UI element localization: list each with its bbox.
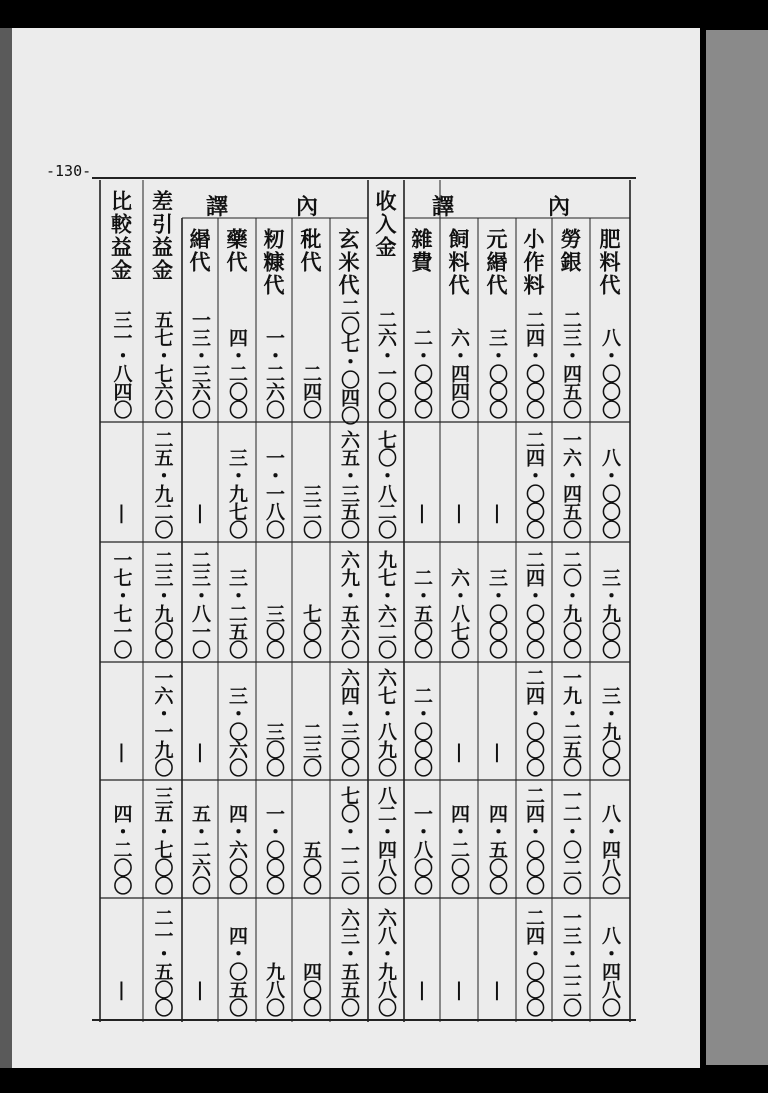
table-cell: 六四・三〇〇 (338, 668, 360, 776)
table-cell: 二・〇〇〇 (411, 686, 433, 776)
table-cell: 六・四四〇 (448, 328, 470, 418)
column-header: 差引益金 (149, 190, 175, 282)
table-cell: | (110, 502, 133, 523)
table-cell: 二三・四五〇 (560, 310, 582, 418)
table-cell: 三・〇〇〇 (486, 328, 508, 418)
column-header: 比較益金 (108, 190, 134, 282)
column-header: 元緡代 (484, 228, 509, 297)
table-cell: 二四・〇〇〇 (523, 908, 545, 1016)
table-cell: 三一・八四〇 (110, 310, 133, 418)
table-cell: 一・二六〇 (263, 328, 285, 418)
column-header: 飼料代 (446, 228, 471, 297)
page-number: -130- (46, 162, 92, 180)
table-cell: 六三・五五〇 (338, 908, 360, 1016)
table-cell: 一・一八〇 (263, 448, 285, 538)
table-cell: 六・八七〇 (448, 568, 470, 658)
table-cell: 二〇・九〇〇 (560, 550, 582, 658)
table-cell: 一三・三六〇 (189, 310, 211, 418)
table-cell: 三〇〇 (263, 722, 285, 776)
table-cell: | (411, 502, 433, 523)
table-cell: | (189, 741, 211, 762)
table-cell: 六八・九八〇 (375, 908, 397, 1016)
table-cell: 七〇・一二〇 (338, 786, 360, 894)
column-header: 勞銀 (558, 228, 583, 274)
table-cell: 二三〇 (300, 722, 322, 776)
table-cell: 四・〇五〇 (226, 926, 248, 1016)
table-cell: 八・〇〇〇 (599, 448, 621, 538)
table-cell: 八・四八〇 (599, 804, 621, 894)
column-header: 籾糠代 (261, 228, 286, 297)
table-cell: 四・二〇〇 (226, 328, 248, 418)
table-cell: 一六・一九〇 (151, 668, 174, 776)
table-cell: 三〇〇 (263, 604, 285, 658)
table-cell: | (448, 502, 470, 523)
table-cell: 一九・二五〇 (560, 668, 582, 776)
table-cell: 二四・〇〇〇 (523, 668, 545, 776)
table-cell: | (448, 741, 470, 762)
table-cell: 八二・四八〇 (375, 786, 397, 894)
table-cell: 六九・五六〇 (338, 550, 360, 658)
column-header: 肥料代 (597, 228, 622, 297)
table-cell: 二四・〇〇〇 (523, 550, 545, 658)
table-cell: | (189, 502, 211, 523)
table-cell: 二・〇〇〇 (411, 328, 433, 418)
table-cell: | (110, 741, 133, 762)
column-header: 雜費 (409, 228, 434, 274)
table-cell: | (411, 979, 433, 1000)
table-cell: 三・〇六〇 (226, 686, 248, 776)
table-cell: 一・〇〇〇 (263, 804, 285, 894)
table-cell: 六五・三五〇 (338, 430, 360, 538)
table-cell: 八・〇〇〇 (599, 328, 621, 418)
column-header: 緡代 (187, 228, 212, 274)
table-cell: 二一・五〇〇 (151, 908, 174, 1016)
table-cell: 五・二六〇 (189, 804, 211, 894)
table-cell: 七〇・八二〇 (375, 430, 397, 538)
table-cell: | (486, 741, 508, 762)
table-cell: 六七・八九〇 (375, 668, 397, 776)
column-header: 小作料 (521, 228, 546, 297)
table-cell: 二四・〇〇〇 (523, 786, 545, 894)
table-cell: 四・五〇〇 (486, 804, 508, 894)
table-cell: 九八〇 (263, 962, 285, 1016)
table-cell: | (448, 979, 470, 1000)
table-cell: 一六・四五〇 (560, 430, 582, 538)
group-header-right-yaku: 譯 (432, 194, 455, 220)
column-header: 玄米代 (336, 228, 361, 297)
group-header-left-uchi: 內 (296, 194, 319, 220)
table-cell: 二六・一〇〇 (375, 310, 397, 418)
table-cell: | (486, 502, 508, 523)
group-header-right-uchi: 內 (548, 194, 571, 220)
table-cell: 三・九七〇 (226, 448, 248, 538)
table-cell: 一三・二二〇 (560, 908, 582, 1016)
table-cell: 一・八〇〇 (411, 804, 433, 894)
column-header: 秕代 (298, 228, 323, 274)
table-cell: 二三・九〇〇 (151, 550, 174, 658)
table-cell: 二三・八一〇 (189, 550, 211, 658)
table-cell: 三二〇 (300, 484, 322, 538)
column-header: 藥代 (224, 228, 249, 274)
table-cell: 九七・六二〇 (375, 550, 397, 658)
table-cell: 四・二〇〇 (110, 804, 133, 894)
table-cell: 二五・九二〇 (151, 430, 174, 538)
group-header-left-yaku: 譯 (206, 194, 229, 220)
table-cell: | (486, 979, 508, 1000)
table-cell: 八・四八〇 (599, 926, 621, 1016)
table-cell: 四・六〇〇 (226, 804, 248, 894)
table-cell: 四・二〇〇 (448, 804, 470, 894)
table-cell: 一七・七一〇 (110, 550, 133, 658)
table-cell: 二・五〇〇 (411, 568, 433, 658)
table-cell: 三・九〇〇 (599, 686, 621, 776)
table-cell: | (189, 979, 211, 1000)
table-cell: 三・九〇〇 (599, 568, 621, 658)
table-cell: 一二・〇二〇 (560, 786, 582, 894)
table-cell: 四〇〇 (300, 962, 322, 1016)
table-cell: 二四・〇〇〇 (523, 310, 545, 418)
table-cell: 五〇〇 (300, 840, 322, 894)
table-cell: 三・二五〇 (226, 568, 248, 658)
table-cell: 二四〇 (300, 364, 322, 418)
table-cell: | (110, 979, 133, 1000)
column-header: 收入金 (373, 190, 398, 259)
table-cell: 二四・〇〇〇 (523, 430, 545, 538)
table-cell: 三五・七〇〇 (151, 786, 174, 894)
table-cell: 七〇〇 (300, 604, 322, 658)
table-cell: 三・〇〇〇 (486, 568, 508, 658)
table-cell: 五七・七六〇 (151, 310, 174, 418)
table-cell: 二〇七・〇四〇 (338, 298, 360, 424)
